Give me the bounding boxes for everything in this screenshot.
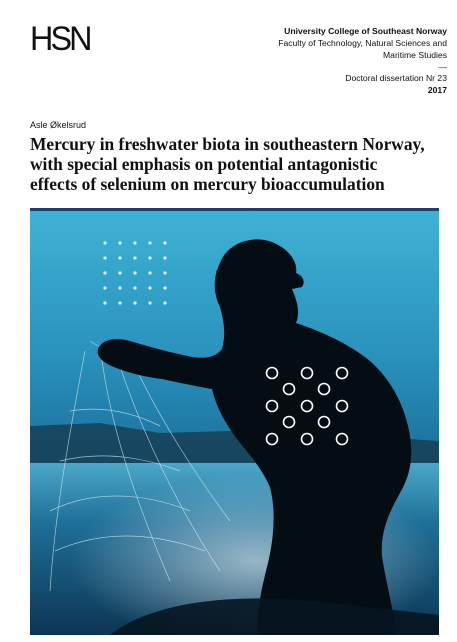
dissertation-meta <box>207 72 447 96</box>
dissertation-title <box>30 134 445 194</box>
title-line-3: effects of selenium on mercury bioaccumulation <box>30 174 385 194</box>
institution-block <box>207 25 447 73</box>
dissertation-year: 2017 <box>427 85 447 95</box>
faculty-line-1: Faculty of Technology, Natural Sciences and <box>278 38 447 48</box>
author-name: Asle Økelsrud <box>30 120 87 130</box>
separator-dash: — <box>438 62 447 72</box>
dissertation-series: Doctoral dissertation Nr 23 <box>345 73 447 83</box>
cover-photo <box>30 208 439 635</box>
faculty-line-2: Maritime Studies <box>383 50 447 60</box>
hsn-logo: HSN <box>30 20 90 58</box>
university-name: University College of Southeast Norway <box>284 26 447 36</box>
title-line-1: Mercury in freshwater biota in southeastern Norway, <box>30 134 425 154</box>
fisherman-illustration <box>30 211 439 635</box>
title-line-2: with special emphasis on potential antagonistic <box>30 154 378 174</box>
